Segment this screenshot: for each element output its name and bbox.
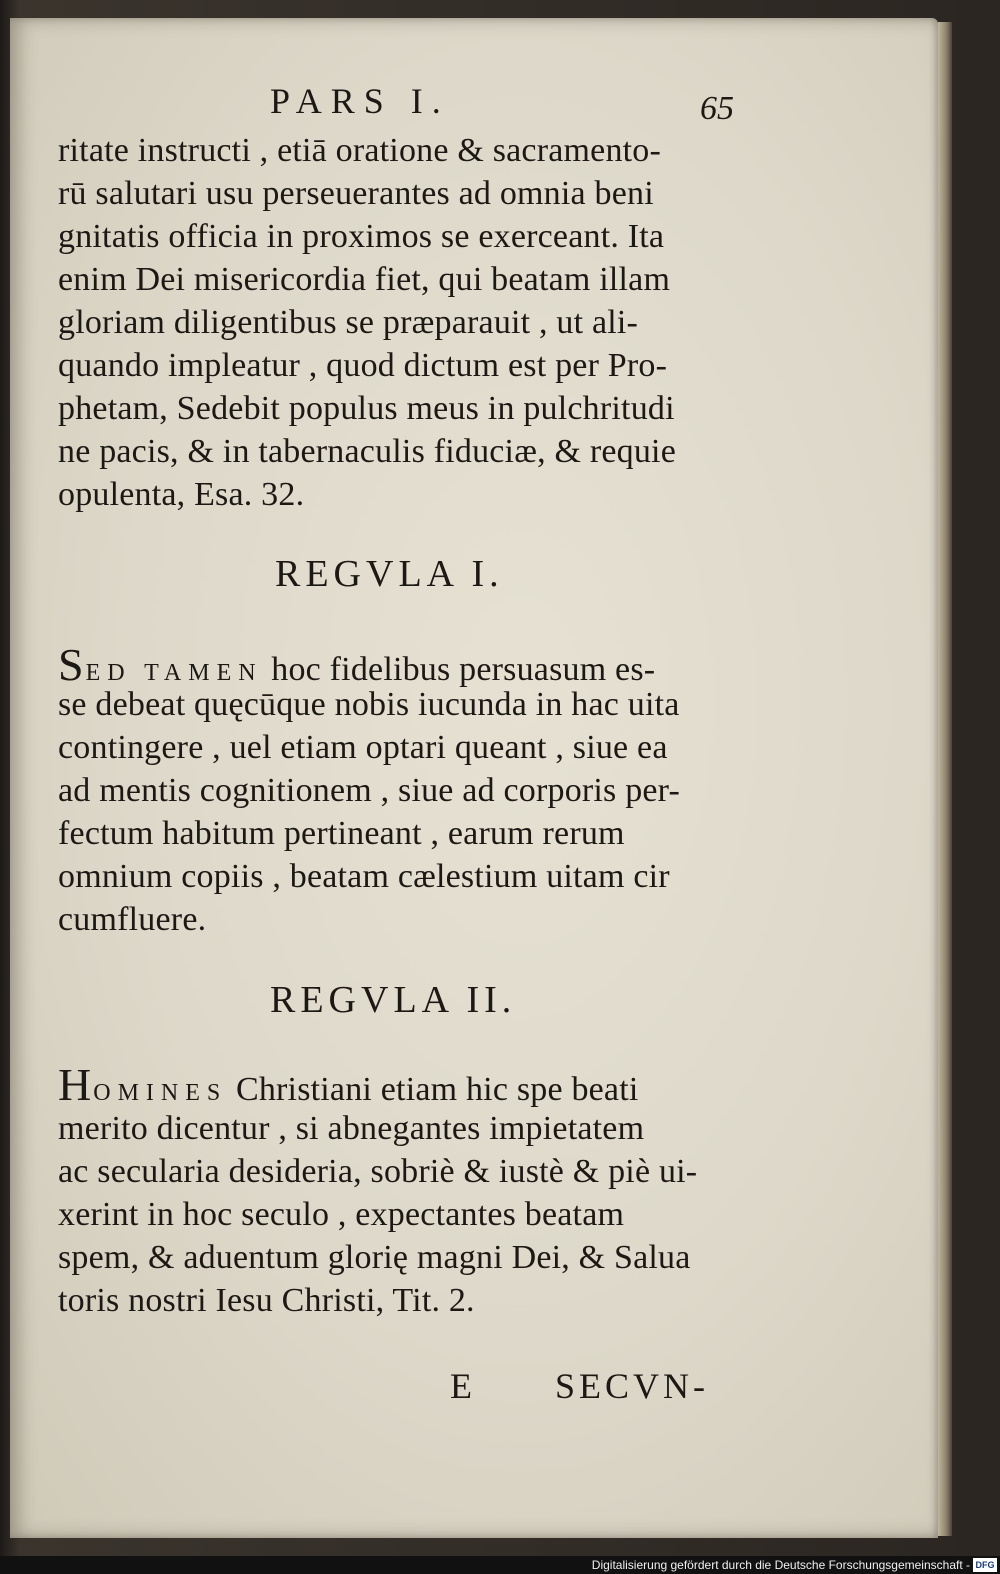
text-line: ac secularia desideria, sobriè & iustè & piè ui- bbox=[58, 1153, 698, 1190]
text-line: fectum habitum pertineant , earum rerum bbox=[58, 815, 625, 852]
text-line: phetam, Sedebit populus meus in pulchritudi bbox=[58, 390, 675, 427]
section-heading: REGVLA I. bbox=[275, 553, 504, 595]
text-line: enim Dei misericordia fiet, qui beatam illam bbox=[58, 261, 671, 298]
text-line: gnitatis officia in proximos se exerceant. Ita bbox=[58, 218, 665, 255]
catchword: SECVN- bbox=[555, 1366, 710, 1406]
dropcap: S bbox=[58, 639, 86, 690]
text-line: xerint in hoc seculo , expectantes beatam bbox=[58, 1196, 625, 1233]
text-line: spem, & aduentum glorię magni Dei, & Salua bbox=[58, 1239, 691, 1276]
text-line: merito dicentur , si abnegantes impietatem bbox=[58, 1110, 645, 1147]
text-line: gloriam diligentibus se præparauit , ut ali- bbox=[58, 304, 639, 341]
line-rest: hoc fidelibus persuasum es- bbox=[271, 651, 656, 688]
text-line: contingere , uel etiam optari queant , siue ea bbox=[58, 729, 668, 766]
text-line: omnium copiis , beatam cælestium uitam cir bbox=[58, 858, 670, 895]
page-edge bbox=[938, 22, 952, 1536]
dropcap-line bbox=[58, 1058, 639, 1111]
text-line: opulenta, Esa. 32. bbox=[58, 476, 305, 513]
page-number: 65 bbox=[700, 90, 734, 127]
signature-mark: E bbox=[450, 1366, 472, 1406]
text-line: ne pacis, & in tabernaculis fiduciæ, & requie bbox=[58, 433, 676, 470]
line-rest: Christiani etiam hic spe beati bbox=[235, 1071, 639, 1108]
text-line: se debeat quęcūque nobis iucunda in hac uita bbox=[58, 686, 680, 723]
text-line: quando impleatur , quod dictum est per Pro- bbox=[58, 347, 668, 384]
dropcap: H bbox=[58, 1059, 94, 1110]
section-heading: REGVLA II. bbox=[270, 979, 517, 1021]
text-line: toris nostri Iesu Christi, Tit. 2. bbox=[58, 1282, 475, 1319]
smallcaps-word: ED TAMEN bbox=[85, 660, 263, 686]
footer-credit: Digitalisierung gefördert durch die Deutsche Forschungsgemeinschaft - bbox=[591, 1558, 970, 1572]
smallcaps-word: OMINES bbox=[93, 1080, 228, 1106]
text-line: ritate instructi , etiā oratione & sacramento- bbox=[58, 132, 662, 169]
dfg-logo: DFG bbox=[973, 1558, 997, 1572]
text-line: ad mentis cognitionem , siue ad corporis per- bbox=[58, 772, 681, 809]
text-line: cumfluere. bbox=[58, 901, 207, 938]
text-line: rū salutari usu perseuerantes ad omnia beni bbox=[58, 175, 654, 212]
running-head: PARS I. bbox=[270, 81, 450, 121]
dropcap-line bbox=[58, 638, 655, 691]
